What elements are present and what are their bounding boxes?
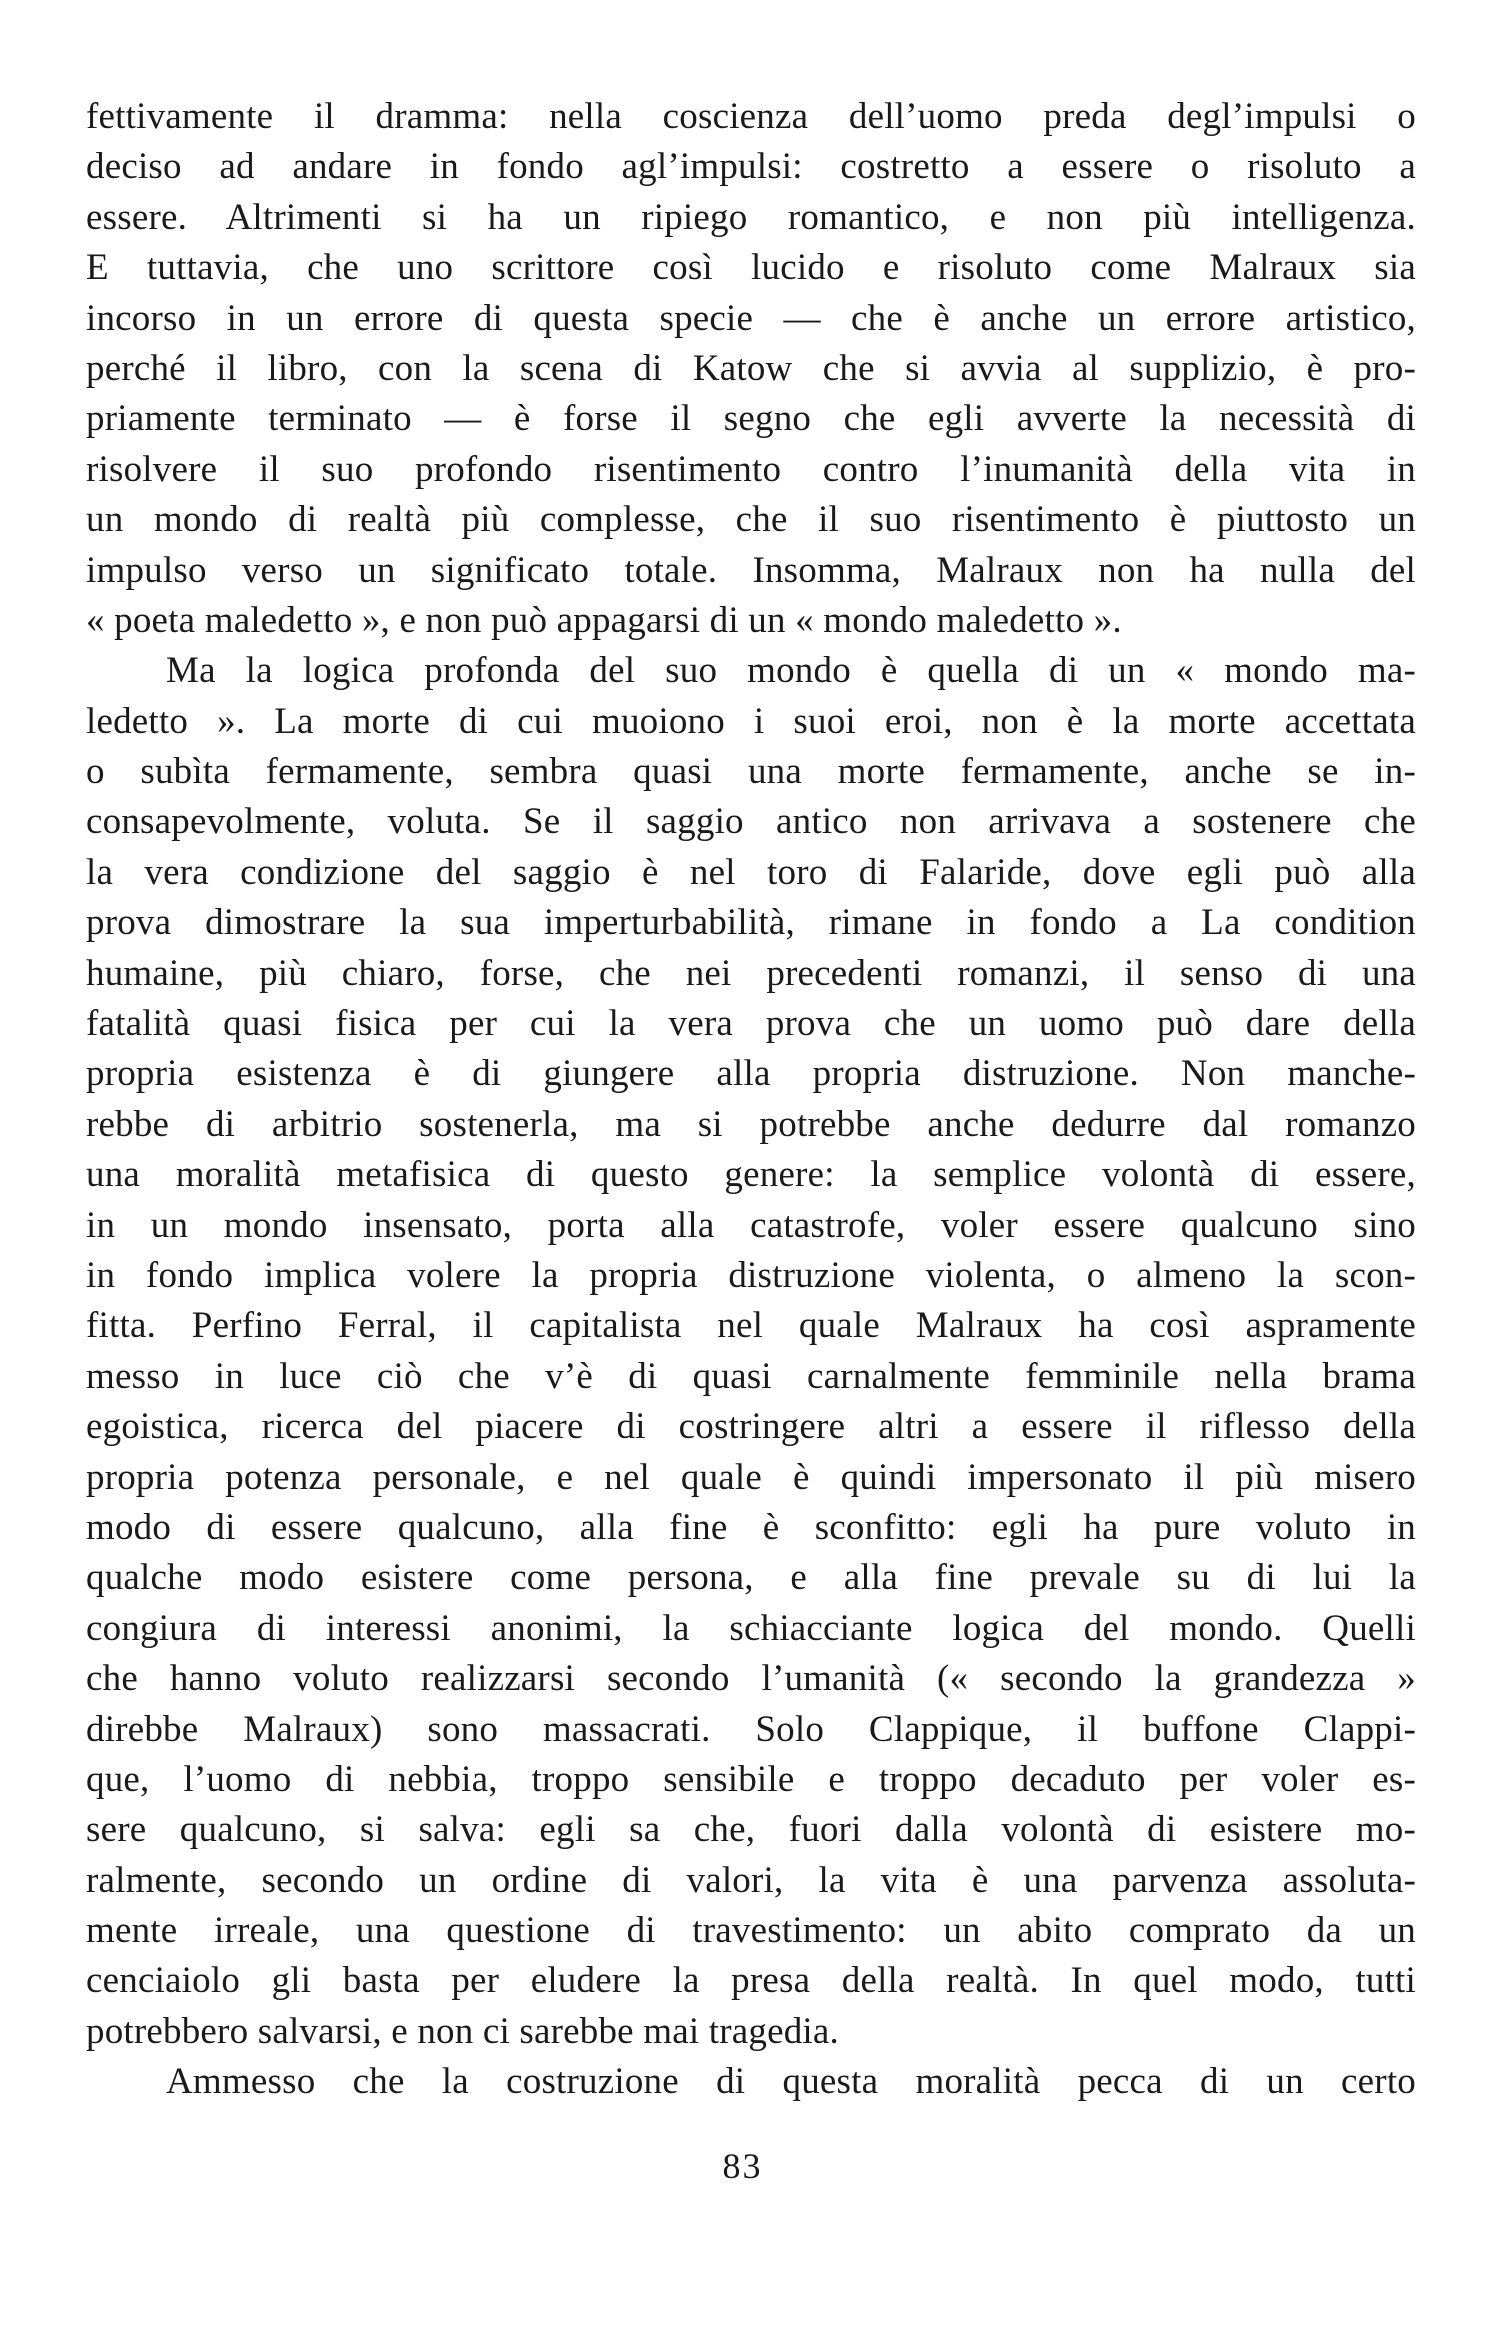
text-line: che hanno voluto realizzarsi secondo l’umanità (« secondo la grandezza » bbox=[86, 1658, 1416, 1700]
text-line: congiura di interessi anonimi, la schiacciante logica del mondo. Quelli bbox=[86, 1607, 1416, 1649]
text-line: una moralità metafisica di questo genere: la semplice volontà di essere, bbox=[86, 1154, 1416, 1196]
text-line: incorso in un errore di questa specie — che è anche un errore artistico, bbox=[86, 297, 1416, 339]
text-line: ralmente, secondo un ordine di valori, la vita è una parvenza assoluta- bbox=[86, 1859, 1416, 1901]
text-line: cenciaiolo gli basta per eludere la presa della realtà. In quel modo, tutti bbox=[86, 1960, 1416, 2002]
text-line: messo in luce ciò che v’è di quasi carnalmente femminile nella brama bbox=[86, 1355, 1416, 1397]
page-number: 83 bbox=[722, 2146, 763, 2186]
text-line: fettivamente il dramma: nella coscienza dell’uomo preda degl’impulsi o bbox=[86, 96, 1416, 137]
text-line: E tuttavia, che uno scrittore così lucido e risoluto come Malraux sia bbox=[86, 247, 1416, 289]
text-line: mente irreale, una questione di travestimento: un abito comprato da un bbox=[86, 1910, 1416, 1952]
text-line: prova dimostrare la sua imperturbabilità, rimane in fondo a La condition bbox=[86, 902, 1416, 944]
text-line: in un mondo insensato, porta alla catastrofe, voler essere qualcuno sino bbox=[86, 1204, 1416, 1246]
text-line: in fondo implica volere la propria distruzione violenta, o almeno la scon- bbox=[86, 1254, 1416, 1296]
text-line: qualche modo esistere come persona, e alla fine prevale su di lui la bbox=[86, 1557, 1416, 1599]
text-line: fatalità quasi fisica per cui la vera prova che un uomo può dare della bbox=[86, 1003, 1416, 1045]
body-text bbox=[86, 92, 1416, 2108]
text-line: modo di essere qualcuno, alla fine è sconfitto: egli ha pure voluto in bbox=[86, 1506, 1416, 1548]
text-line: o subìta fermamente, sembra quasi una morte fermamente, anche se in- bbox=[86, 751, 1416, 793]
text-line: consapevolmente, voluta. Se il saggio antico non arrivava a sostenere che bbox=[86, 801, 1416, 843]
text-line: ledetto ». La morte di cui muoiono i suoi eroi, non è la morte accettata bbox=[86, 700, 1416, 742]
text-line: essere. Altrimenti si ha un ripiego romantico, e non più intelligenza. bbox=[86, 196, 1416, 238]
text-line: egoistica, ricerca del piacere di costringere altri a essere il riflesso della bbox=[86, 1406, 1416, 1448]
text-line: direbbe Malraux) sono massacrati. Solo Clappique, il buffone Clappi- bbox=[86, 1708, 1416, 1750]
text-line: que, l’uomo di nebbia, troppo sensibile e troppo decaduto per voler es- bbox=[86, 1758, 1416, 1800]
text-line: sere qualcuno, si salva: egli sa che, fuori dalla volontà di esistere mo- bbox=[86, 1809, 1416, 1851]
text-line: humaine, più chiaro, forse, che nei precedenti romanzi, il senso di una bbox=[86, 952, 1416, 994]
text-line: impulso verso un significato totale. Insomma, Malraux non ha nulla del bbox=[86, 549, 1416, 591]
text-line: potrebbero salvarsi, e non ci sarebbe mai tragedia. bbox=[86, 2010, 839, 2052]
text-line: rebbe di arbitrio sostenerla, ma si potrebbe anche dedurre dal romanzo bbox=[86, 1103, 1416, 1145]
text-line: « poeta maledetto », e non può appagarsi di un « mondo maledetto ». bbox=[86, 599, 1122, 641]
text-line: propria esistenza è di giungere alla propria distruzione. Non manche- bbox=[86, 1053, 1416, 1095]
text-line: risolvere il suo profondo risentimento contro l’inumanità della vita in bbox=[86, 448, 1416, 490]
text-line: propria potenza personale, e nel quale è quindi impersonato il più misero bbox=[86, 1456, 1416, 1498]
text-line: priamente terminato — è forse il segno che egli avverte la necessità di bbox=[86, 398, 1416, 440]
text-line: Ammesso che la costruzione di questa moralità pecca di un certo bbox=[166, 2061, 1416, 2103]
text-line: la vera condizione del saggio è nel toro di Falaride, dove egli può alla bbox=[86, 851, 1416, 893]
text-line: un mondo di realtà più complesse, che il suo risentimento è piuttosto un bbox=[86, 499, 1416, 541]
text-line: Ma la logica profonda del suo mondo è quella di un « mondo ma- bbox=[166, 650, 1416, 692]
text-line: deciso ad andare in fondo agl’impulsi: costretto a essere o risoluto a bbox=[86, 146, 1416, 188]
text-line: perché il libro, con la scena di Katow che si avvia al supplizio, è pro- bbox=[86, 347, 1416, 389]
text-line: fitta. Perfino Ferral, il capitalista nel quale Malraux ha così aspramente bbox=[86, 1305, 1416, 1347]
